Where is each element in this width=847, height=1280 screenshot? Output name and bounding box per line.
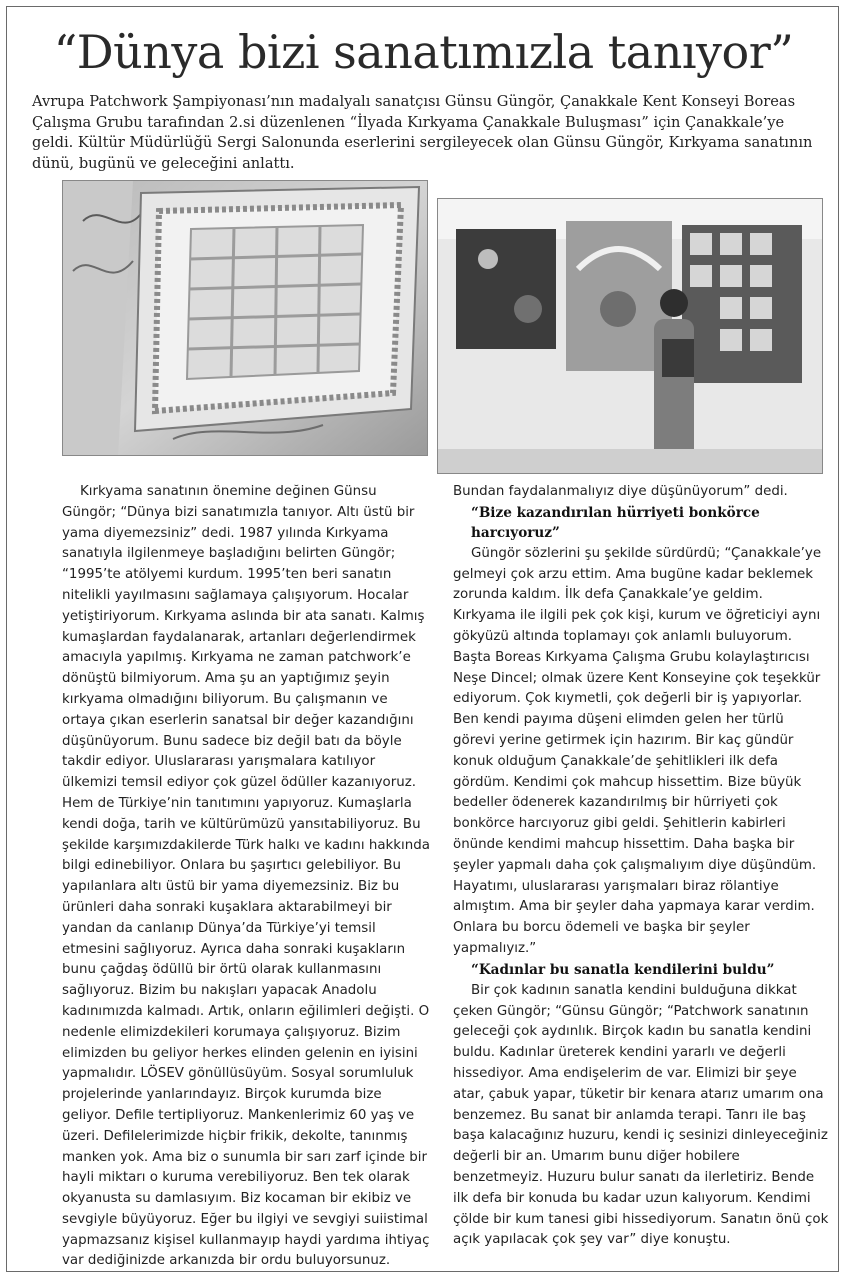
article-headline: “Dünya bizi sanatımızla tanıyor” [53,25,794,79]
left-column-text: Kırkyama sanatının önemine değinen Günsu Güngör; “Dünya bizi sanatımızla tanıyor. Altı üstü bir yama diyemezsiniz” dedi. 1987 yılında Kırkyama sanatıyla ilgilenmeye başladığını belirten Güngör; “1995’te atölyemi kurdum. 1995’ten beri sanatın nitelikli yayılmasını sağlamaya çalışıyorum. Hocalar yetiştiriyorum. Kırkyama aslında bir ata sanatı. Kalmış kumaşlardan faydalanarak, artanları değerlendirmek amacıyla yapılmış. Kırkyama ne zaman patchwork’e dönüştü bilmiyorum. Ama şu an yaptığımız şeyin kırkyama olmadığını biliyorum. Bu çalışmanın ve ortaya çıkan eserlerin sanatsal bir değer kazandığını düşünüyorum. Bunu sadece biz değil batı da böyle takdir ediyor. Uluslararası yarışmalara katılıyor ülkemizi temsil ediyor çok güzel ödüller kazanıyoruz. Hem de Türkiye’nin tanıtımını yapıyoruz. Kumaşlarla kendi doğa, tarih ve kültürümüzü yansıtabiliyoruz. Bu şekilde karşımızdakilerde Türk halkı ve kadını hakkında bilgi edinebiliyor. Onlara bu şaşırtıcı gelebiliyor. Bu yapılanlara altı üstü bir yama diyemezsiniz. Biz bu ürünleri daha sonraki kuşaklara aktarabilmeyi bir yandan da canlanıp Dünya’da Türkiye’yi temsil etmesini sağlıyoruz. Ayrıca daha sonraki kuşakların bunu çağdaş ödüllü bir örtü olarak kullanmasını sağlıyoruz. Bizim bu nakışları yapacak Anadolu kadınımızda kalmadı. Artık, onların eğilimleri değişti. O nedenle elimizdekileri korumaya çalışıyoruz. Bizim elimizden bu geliyor herkes elinden gelenin en iyisini yapmalıdır. LÖSEV gönüllüsüyüm. Sosyal sorumluluk projelerinde yanlarındayız. Birçok kurumda bize geliyor. Defile tertipliyoruz. Mankenlerimiz 60 yaş ve üzeri. Defilelerimizde hiçbir frikik, dekolte, tanınmış manken yok. Ama biz o sunumla bir sarı zarf içinde bir hayli miktarı o kuruma verebiliyoruz. Ben tek olarak okyanusta su damlasıyım. Biz kocaman bir ekibiz ve sevgiyle büyüyoruz. Eğer bu ilgiyi ve sevgiyi suiistimal yapmazsanız kişisel kullanmayıp haydi yardıma ihtiyaç var dediğinizde arkanızda bir ordu buluyorsunuz. [62,484,430,1269]
subheading-freedom: “Bize kazandırılan hürriyeti bonkörce harcıyoruz” [471,504,760,541]
women-section-text: Bir çok kadının sanatla kendini bulduğuna dikkat çeken Güngör; “Günsu Güngör; “Patchwork sanatının geleceği çok aydınlık. Birçok kadın bu sanatla kendini buldu. Kadınlar üreterek kendini yararlı ve değerli hissediyor. Ama endişelerim de var. Elimizi bir şeye atar, çabuk yapar, tüketir bir kenara atarız umarım ona benzemez. Bu sanat bir anlamda terapi. Tanrı ile baş başa kalacağınız huzuru, kendi iç sesinizi dinleyeceğiniz değerli bir an. Umarım bunu diğer hobilere benzetmeyiz. Huzuru bulur sanatı da ilerletiriz. Bende ilk defa bir konuda bu kadar uzun kalıyorum. Kendimi çölde bir kum tanesi gibi hissediyorum. Sanatın önü çok açık yapılacak çok şey var” diye konuştu. [453,982,829,1248]
right-column [453,482,829,1251]
left-column [62,482,432,1272]
article-lead: Avrupa Patchwork Şampiyonası’nın madalyalı sanatçısı Günsu Güngör, Çanakkale Kent Konseyi Boreas Çalışma Grubu tarafından 2.si düzenlenen “İlyada Kırkyama Çanakkale Buluşması” için Çanakkale’ye geldi. Kültür Müdürlüğü Sergi Salonunda eserlerini sergileyecek olan Günsu Güngör, Kırkyama sanatının dünü, bugünü ve geleceğini anlattı. [32,93,813,172]
freedom-section-text: Güngör sözlerini şu şekilde sürdürdü; “Çanakkale’ye gelmeyi çok arzu ettim. Ama bugüne kadar beklemek zorunda kaldım. İlk defa Çanakkale’ye geldim. Kırkyama ile ilgili pek çok kişi, kurum ve öğreticiyi aynı gökyüzü altında toplamayı çok anlamlı buluyorum. Başta Boreas Kırkyama Çalışma Grubu kolaylaştırıcısı Neşe Dincel; olmak üzere Kent Konseyine çok teşekkür ediyorum. Çok kıymetli, çok değerli bir iş yapıyorlar. Ben kendi payıma düşeni elimden gelen her türlü görevi yerine getirmek için hazırım. Bir kaç gündür konuk olduğum Çanakkale’de şehitlikleri ilk defa gördüm. Kendimi çok mahcup hissettim. Bize büyük bedeller ödenerek kazandırılmış bir hürriyeti çok bonkörce harcıyoruz gibi geldi. Şehitlerin kabirleri önünde kendimi mahcup hissettim. Daha başka bir şeyler yapmalı daha çok çalışmalıyım diye düşündüm. Hayatımı, uluslararası yarışmaları biraz rölantiye almıştım. Ama bir şeyler daha yapmaya karar verdim. Onlara bu borcu ödemeli ve başka bir şeyler yapmalıyız.” [453,545,822,956]
quilt-photo [62,180,428,456]
subheading-women: “Kadınlar bu sanatla kendilerini buldu” [471,961,775,978]
artist-photo [437,198,823,474]
continuation-text: Bundan faydalanmalıyız diye düşünüyorum” dedi. [453,484,788,499]
